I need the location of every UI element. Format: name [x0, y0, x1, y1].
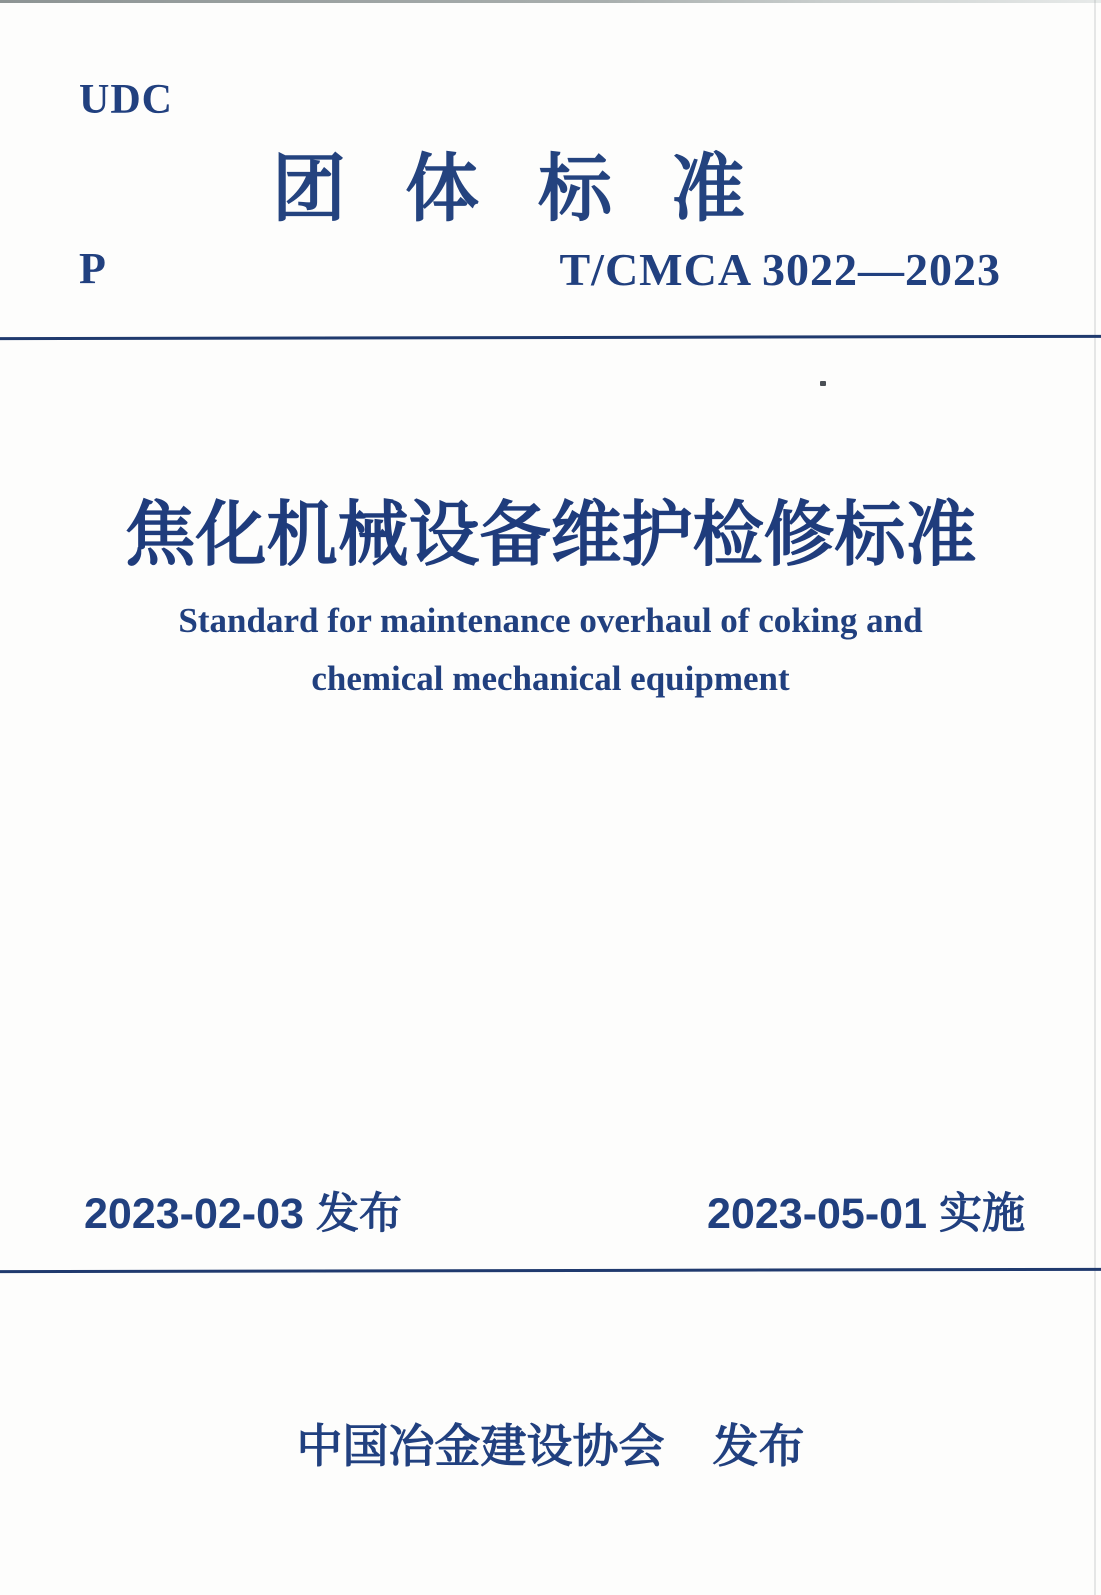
title-chinese: 焦化机械设备维护检修标准 — [124, 497, 977, 575]
publisher-name: 中国冶金建设协会 — [296, 1420, 665, 1472]
classification-code: P — [79, 244, 106, 293]
issue-date-label: 发布 — [315, 1190, 402, 1238]
publisher-line — [0, 1410, 1101, 1476]
date-row — [0, 1180, 1101, 1238]
scan-edge-right — [1094, 0, 1096, 1595]
title-english-line2: chemical mechanical equipment — [311, 659, 790, 698]
standard-type-heading: 团体标准 — [272, 147, 804, 230]
implementation-date: 2023-05-01 — [707, 1190, 927, 1238]
issue-date: 2023-02-03 — [84, 1190, 304, 1238]
standard-number: T/CMCA 3022—2023 — [559, 244, 1001, 295]
scan-speck — [820, 381, 826, 386]
publisher-action-label: 发布 — [712, 1420, 805, 1472]
title-english — [0, 592, 1101, 708]
title-english-line1: Standard for maintenance overhaul of coking and — [178, 601, 923, 640]
issue-date-line — [84, 1180, 402, 1241]
implementation-date-line — [707, 1180, 1025, 1241]
implementation-date-label: 实施 — [939, 1190, 1025, 1238]
horizontal-rule-bottom — [0, 1268, 1101, 1273]
udc-label: UDC — [79, 77, 173, 123]
horizontal-rule-top — [0, 335, 1101, 340]
scan-edge-top — [0, 0, 1101, 3]
